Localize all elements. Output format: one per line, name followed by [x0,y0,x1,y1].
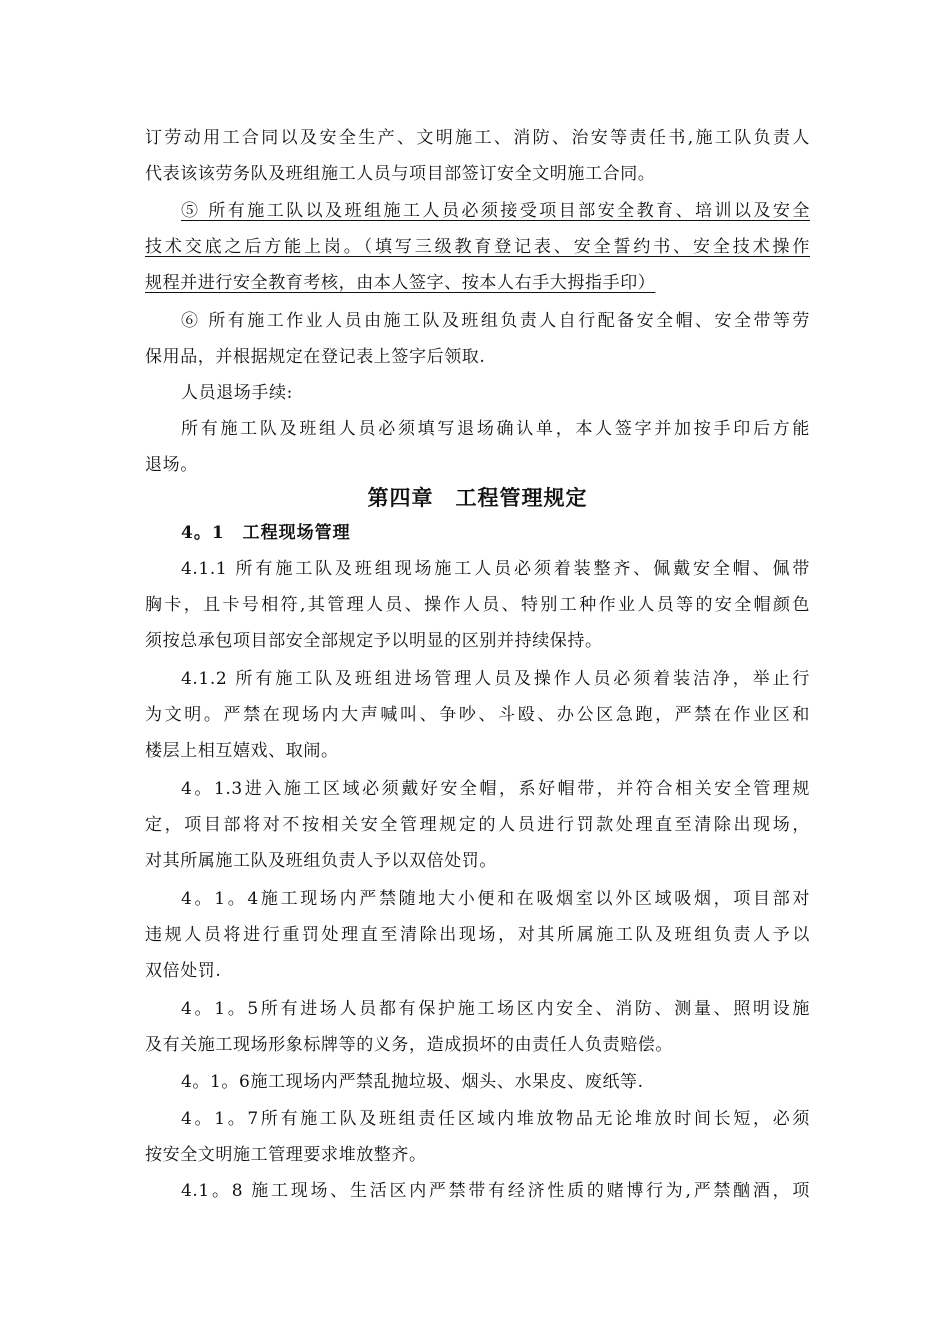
paragraph-line: 代表该该劳务队及班组施工人员与项目部签订安全文明施工合同。 [145,164,656,184]
paragraph-line: 4。1。6施工现场内严禁乱抛垃圾、烟头、水果皮、废纸等. [181,1072,644,1092]
paragraph-line: 胸卡，且卡号相符,其管理人员、操作人员、特别工种作业人员等的安全帽颜色 [145,595,810,615]
paragraph-line: 4。1.3进入施工区域必须戴好安全帽，系好帽带，并符合相关安全管理规 [181,779,810,799]
paragraph-line: 定，项目部将对不按相关安全管理规定的人员进行罚款处理直至清除出现场， [145,815,810,835]
paragraph-line: 及有关施工现场形象标牌等的义务，造成损坏的由责任人负责赔偿。 [145,1035,673,1055]
underlined-paragraph-line: 规程并进行安全教育考核，由本人签字、按本人右手大拇指手印） [145,273,656,293]
paragraph-line: 双倍处罚. [145,961,222,981]
paragraph-line: 订劳动用工合同以及安全生产、文明施工、消防、治安等责任书,施工队负责人 [145,128,810,148]
paragraph-line: 保用品，并根据规定在登记表上签字后领取. [145,347,486,367]
paragraph-line: 4.1.1 所有施工队及班组现场施工人员必须着装整齐、佩戴安全帽、佩带 [181,559,810,579]
paragraph-line: 4。1。7所有施工队及班组责任区域内堆放物品无论堆放时间长短，必须 [181,1109,810,1129]
section-heading: 4。1 工程现场管理 [181,523,351,543]
paragraph-line: 按安全文明施工管理要求堆放整齐。 [145,1145,427,1165]
paragraph-line: 楼层上相互嬉戏、取闹。 [145,741,339,761]
paragraph-line: 4。1。4施工现场内严禁随地大小便和在吸烟室以外区域吸烟，项目部对 [181,889,810,909]
underlined-paragraph-line: 技术交底之后方能上岗。（填写三级教育登记表、安全誓约书、安全技术操作 [145,237,810,257]
paragraph-line: 为文明。严禁在现场内大声喊叫、争吵、斗殴、办公区急跑，严禁在作业区和 [145,705,810,725]
paragraph-line: 对其所属施工队及班组负责人予以双倍处罚。 [145,851,497,871]
paragraph-line: 须按总承包项目部安全部规定予以明显的区别并持续保持。 [145,631,603,651]
paragraph-line: 人员退场手续: [181,383,293,403]
chapter-heading: 第四章 工程管理规定 [367,485,588,510]
paragraph-line: 所有施工队及班组人员必须填写退场确认单，本人签字并加按手印后方能 [181,419,810,439]
underlined-paragraph-line: ⑤ 所有施工队以及班组施工人员必须接受项目部安全教育、培训以及安全 [181,201,810,221]
paragraph-line: 4。1。5所有进场人员都有保护施工场区内安全、消防、测量、照明设施 [181,999,810,1019]
paragraph-line: 4.1。8 施工现场、生活区内严禁带有经济性质的赌博行为,严禁酗酒，项 [181,1181,810,1201]
paragraph-line: 4.1.2 所有施工队及班组进场管理人员及操作人员必须着装洁净，举止行 [181,669,810,689]
paragraph-line: ⑥ 所有施工作业人员由施工队及班组负责人自行配备安全帽、安全带等劳 [181,311,810,331]
paragraph-line: 退场。 [145,455,198,475]
paragraph-line: 违规人员将进行重罚处理直至清除出现场，对其所属施工队及班组负责人予以 [145,925,810,945]
